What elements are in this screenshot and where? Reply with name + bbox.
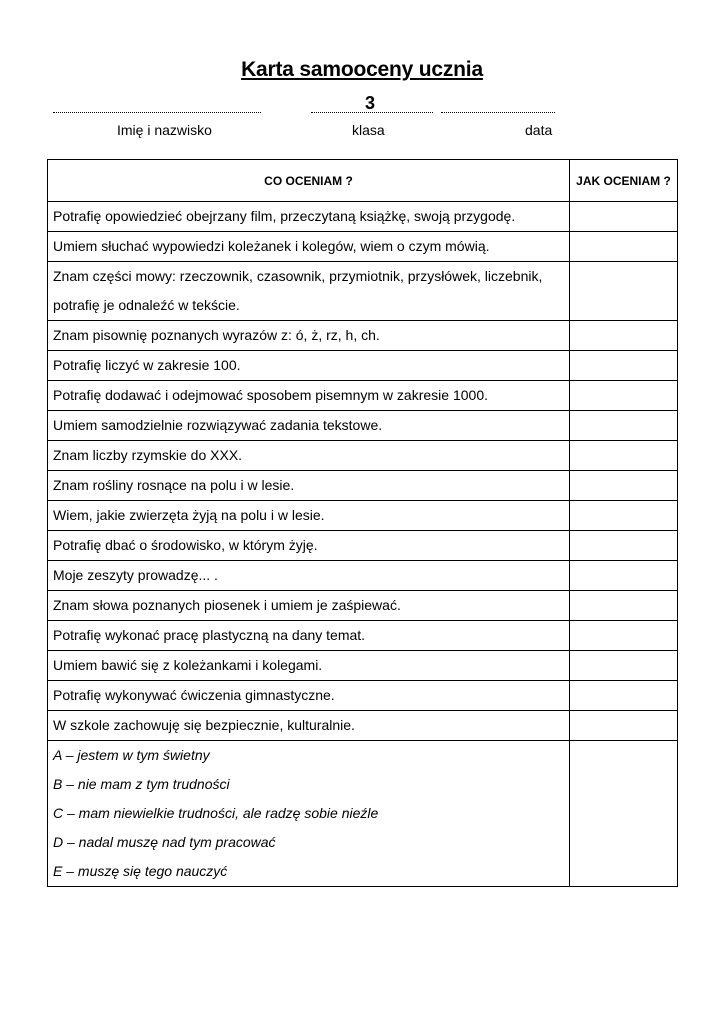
column-header-how: JAK OCENIAM ? xyxy=(570,160,678,202)
name-field-line[interactable] xyxy=(53,112,261,113)
skill-text: Znam rośliny rosnące na polu i w lesie. xyxy=(48,471,570,501)
table-row xyxy=(48,321,678,351)
rating-cell[interactable] xyxy=(570,651,678,681)
class-label: klasa xyxy=(352,122,385,138)
skill-text: Potrafię dbać o środowisko, w którym żyję. xyxy=(48,531,570,561)
rating-cell[interactable] xyxy=(570,262,678,321)
legend-item: A – jestem w tym świetny xyxy=(53,747,210,763)
skill-text: Umiem bawić się z koleżankami i kolegami. xyxy=(48,651,570,681)
rating-cell[interactable] xyxy=(570,232,678,262)
skill-text: Znam liczby rzymskie do XXX. xyxy=(48,441,570,471)
table-row xyxy=(48,202,678,232)
skill-text: Potrafię liczyć w zakresie 100. xyxy=(48,351,570,381)
rating-cell[interactable] xyxy=(570,202,678,232)
rating-cell[interactable] xyxy=(570,561,678,591)
table-row xyxy=(48,501,678,531)
rating-cell[interactable] xyxy=(570,501,678,531)
name-label: Imię i nazwisko xyxy=(117,122,212,138)
date-field-line[interactable] xyxy=(441,112,555,113)
table-header-row xyxy=(48,160,678,202)
legend-item: B – nie mam z tym trudności xyxy=(53,776,230,792)
column-header-what: CO OCENIAM ? xyxy=(48,160,570,202)
rating-cell[interactable] xyxy=(570,321,678,351)
assessment-table xyxy=(47,159,678,887)
class-field-line[interactable] xyxy=(311,112,433,113)
rating-cell[interactable] xyxy=(570,681,678,711)
date-label: data xyxy=(525,122,553,138)
rating-cell[interactable] xyxy=(570,531,678,561)
skill-text: Znam części mowy: rzeczownik, czasownik, przymiotnik, przysłówek, liczebnik, potrafię je odnaleźć w tekście. xyxy=(48,262,570,321)
skill-text: Wiem, jakie zwierzęta żyją na polu i w lesie. xyxy=(48,501,570,531)
table-row xyxy=(48,681,678,711)
skill-text: Potrafię opowiedzieć obejrzany film, przeczytaną książkę, swoją przygodę. xyxy=(48,202,570,232)
table-row xyxy=(48,262,678,321)
skill-text: Umiem słuchać wypowiedzi koleżanek i kolegów, wiem o czym mówią. xyxy=(48,232,570,262)
table-row xyxy=(48,441,678,471)
rating-cell[interactable] xyxy=(570,441,678,471)
legend-item: D – nadal muszę nad tym pracować xyxy=(53,834,276,850)
skill-text: W szkole zachowuję się bezpiecznie, kulturalnie. xyxy=(48,711,570,741)
skill-text: Znam słowa poznanych piosenek i umiem je zaśpiewać. xyxy=(48,591,570,621)
skill-text: Moje zeszyty prowadzę... . xyxy=(48,561,570,591)
skill-text: Potrafię wykonywać ćwiczenia gimnastyczne. xyxy=(48,681,570,711)
table-row xyxy=(48,561,678,591)
table-row xyxy=(48,232,678,262)
page-title: Karta samooceny ucznia xyxy=(241,58,483,81)
skill-text: Umiem samodzielnie rozwiązywać zadania tekstowe. xyxy=(48,411,570,441)
class-number: 3 xyxy=(364,93,375,113)
table-row xyxy=(48,381,678,411)
table-row xyxy=(48,621,678,651)
table-row xyxy=(48,471,678,501)
rating-cell[interactable] xyxy=(570,471,678,501)
rating-cell[interactable] xyxy=(570,351,678,381)
legend-empty-cell xyxy=(570,741,678,887)
legend-item: C – mam niewielkie trudności, ale radzę sobie nieźle xyxy=(53,805,379,821)
table-row xyxy=(48,591,678,621)
rating-cell[interactable] xyxy=(570,621,678,651)
skill-text: Potrafię wykonać pracę plastyczną na dany temat. xyxy=(48,621,570,651)
legend-item: E – muszę się tego nauczyć xyxy=(53,863,228,879)
skill-text: Potrafię dodawać i odejmować sposobem pisemnym w zakresie 1000. xyxy=(48,381,570,411)
table-row xyxy=(48,351,678,381)
skill-text: Znam pisownię poznanych wyrazów z: ó, ż, rz, h, ch. xyxy=(48,321,570,351)
table-row xyxy=(48,651,678,681)
rating-cell[interactable] xyxy=(570,591,678,621)
rating-cell[interactable] xyxy=(570,411,678,441)
rating-cell[interactable] xyxy=(570,711,678,741)
table-row xyxy=(48,711,678,741)
grading-legend xyxy=(48,741,570,887)
rating-cell[interactable] xyxy=(570,381,678,411)
legend-row xyxy=(48,741,678,887)
table-row xyxy=(48,531,678,561)
table-row xyxy=(48,411,678,441)
